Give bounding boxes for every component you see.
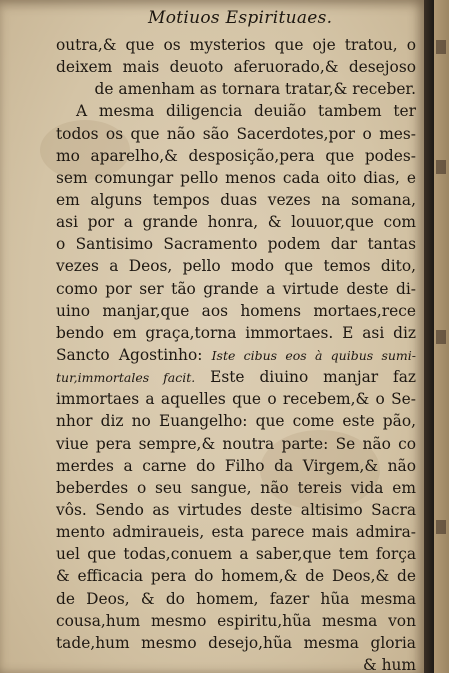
text-line: mento admiraueis, esta parece mais admira- [56, 523, 416, 542]
book-gutter [424, 0, 434, 673]
text-line-with-latin-quote [56, 366, 416, 388]
text-line: bendo em graça,torna immortaes. E asi diz [56, 323, 416, 342]
text-line: & efficacia pera do homem,& de Deos,& de [56, 567, 416, 586]
body-text [56, 34, 416, 673]
catchword: & hum [362, 655, 416, 673]
text-line: viue pera sempre,& noutra parte: Se não co [56, 434, 416, 453]
edge-ink-mark [436, 520, 446, 534]
text-line: beberdes o seu sangue, não tereis vida em [56, 478, 416, 497]
text-line: outra,& que os mysterios que oje tratou, o [56, 36, 416, 54]
text-line: tade,hum mesmo desejo,hũa mesma gloria [56, 633, 416, 652]
text-line: mo aparelho,& desposição,pera que podes- [56, 146, 416, 165]
text-line: nhor diz no Euangelho: que come este pão, [56, 412, 416, 431]
text-line: o Santisimo Sacramento podem dar tantas [56, 235, 416, 254]
latin-quote: tur,immortales facit. [56, 370, 196, 386]
text-line: cousa,hum mesmo espiritu,hũa mesma von [56, 611, 416, 630]
text-line-with-latin-quote [56, 344, 416, 366]
edge-ink-mark [436, 40, 446, 54]
text-line: de amenham as tornara tratar,& receber. [94, 80, 416, 99]
text-line: como por ser tão grande a virtude deste di- [56, 279, 416, 298]
edge-ink-mark [436, 330, 446, 344]
text-line: em alguns tempos duas vezes na somana, [56, 190, 416, 209]
latin-quote: Iste cibus eos à quibus sumi- [211, 347, 416, 363]
line-text: Sancto Agostinho: [56, 345, 212, 364]
text-line: de Deos, & do homem, fazer hũa mesma [56, 589, 416, 608]
text-line: immortaes a aquelles que o recebem,& o Se- [56, 390, 416, 409]
text-line: merdes a carne do Filho da Virgem,& não [56, 456, 416, 475]
text-line: uel que todas,conuem a saber,que tem força [56, 545, 416, 564]
text-line: deixem mais deuoto aferuorado,& desejoso [56, 58, 416, 77]
text-line: sem comungar pello menos cada oito dias, e [56, 168, 416, 187]
edge-ink-mark [436, 160, 446, 174]
text-line: vezes a Deos, pello modo que temos dito, [56, 257, 416, 276]
line-text: Este diuino manjar faz [195, 368, 417, 387]
text-line: A mesma diligencia deuião tambem ter [76, 102, 416, 121]
text-line: todos os que não são Sacerdotes,por o mes- [56, 124, 416, 143]
text-line: asi por a grande honra, & louuor,que com [56, 213, 416, 232]
text-line: uino manjar,que aos homens mortaes,rece [56, 301, 416, 320]
text-line: vôs. Sendo as virtudes deste altisimo Sacra [56, 500, 416, 519]
running-head: Motiuos Espirituaes. [148, 8, 333, 28]
